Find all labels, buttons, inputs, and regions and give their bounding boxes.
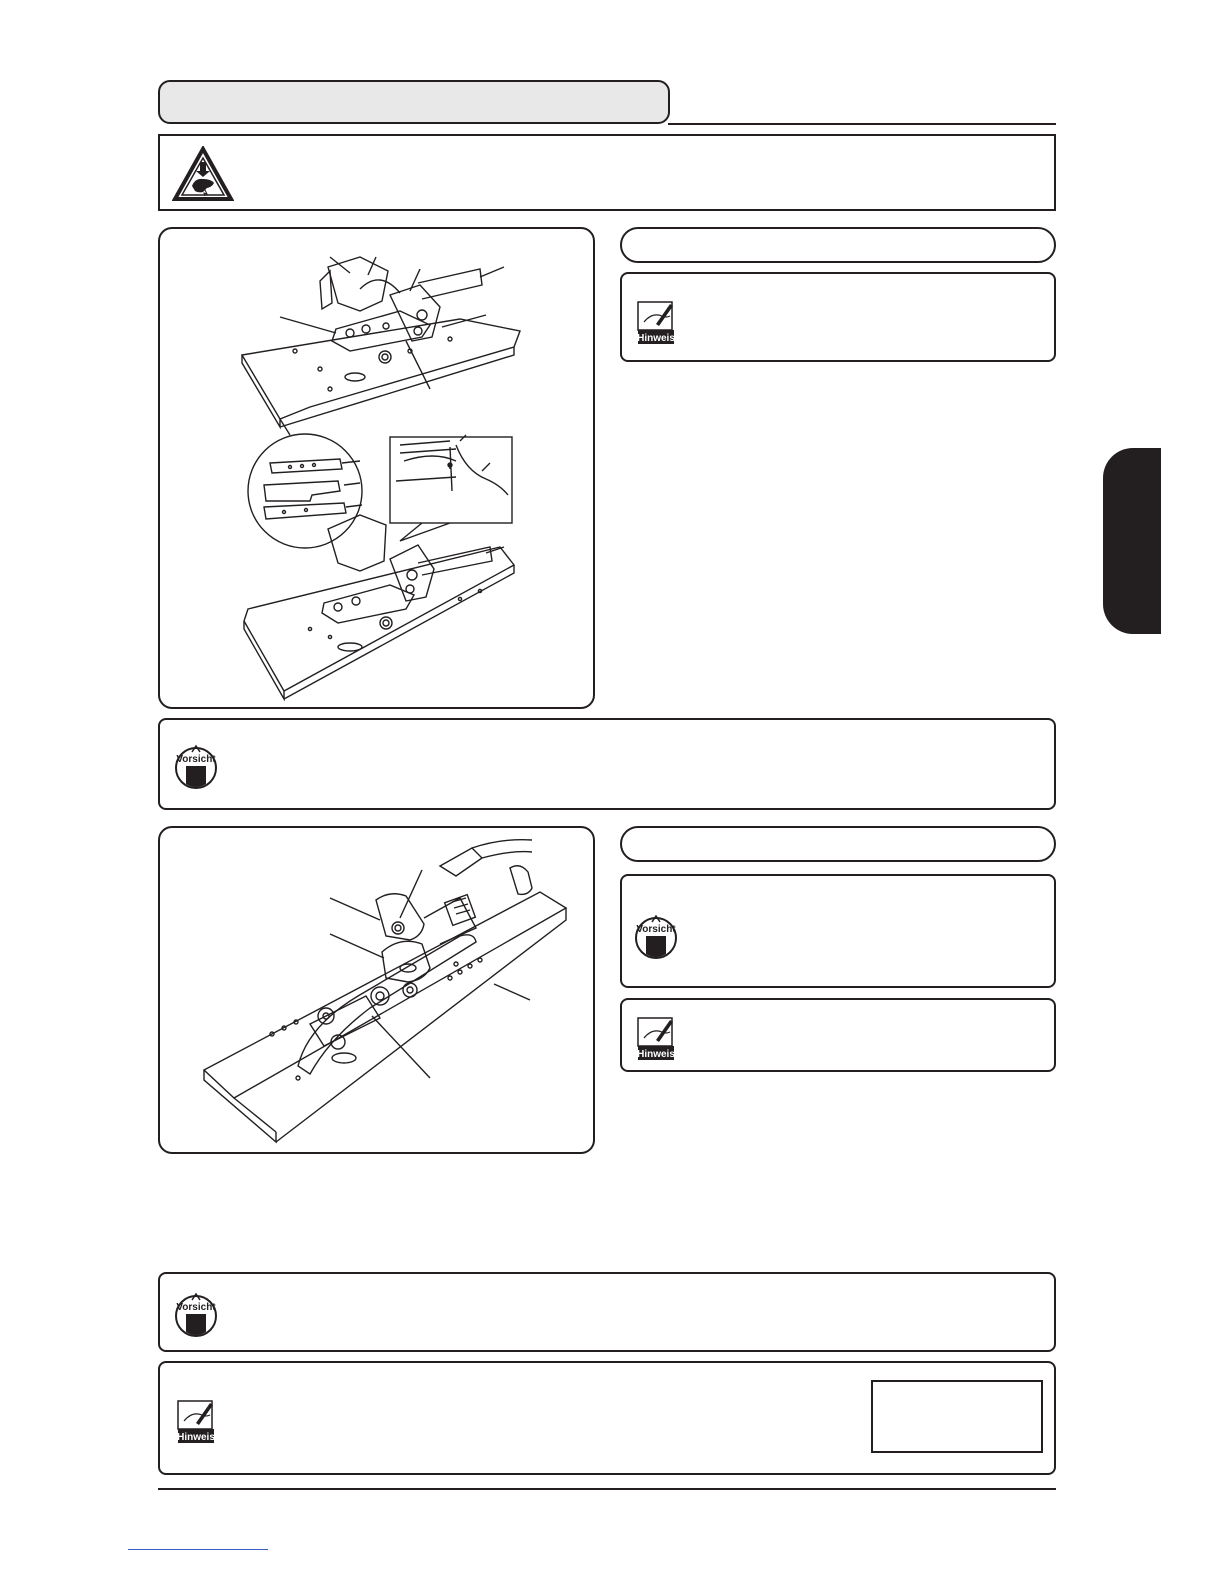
warning-box xyxy=(158,134,1056,211)
vorsicht-note-1 xyxy=(158,718,1056,810)
hinweis-icon-label: Hinweis xyxy=(637,1049,675,1060)
vorsicht-icon xyxy=(174,744,218,790)
figure-bottom xyxy=(158,826,595,1154)
footer-rule xyxy=(158,1488,1056,1490)
section-heading-1 xyxy=(620,227,1056,263)
vorsicht-icon-label: Vorsicht xyxy=(636,924,676,935)
vorsicht-icon xyxy=(174,1292,218,1338)
hinweis-icon xyxy=(176,1397,216,1445)
footer-link-underline[interactable] xyxy=(128,1549,268,1550)
vorsicht-note-2 xyxy=(620,874,1056,988)
hinweis-note-2 xyxy=(620,998,1056,1072)
hinweis-icon-label: Hinweis xyxy=(637,333,675,344)
hinweis-icon xyxy=(636,298,676,346)
cloth-trimmer-illustration xyxy=(160,828,595,1154)
knife-assembly-illustration xyxy=(160,229,595,709)
section-title-pill xyxy=(158,80,670,124)
vorsicht-icon xyxy=(634,914,678,960)
section-heading-2 xyxy=(620,826,1056,862)
figure-top xyxy=(158,227,595,709)
vorsicht-note-3 xyxy=(158,1272,1056,1352)
vorsicht-icon-label: Vorsicht xyxy=(176,1302,216,1313)
header-rule xyxy=(668,123,1056,125)
hinweis-icon xyxy=(636,1014,676,1062)
hand-injury-warning-icon xyxy=(172,146,234,202)
hinweis-note-1 xyxy=(620,272,1056,362)
hinweis-icon-label: Hinweis xyxy=(177,1432,215,1443)
vorsicht-icon-label: Vorsicht xyxy=(176,754,216,765)
reference-box xyxy=(871,1380,1043,1453)
chapter-side-tab xyxy=(1103,448,1161,634)
